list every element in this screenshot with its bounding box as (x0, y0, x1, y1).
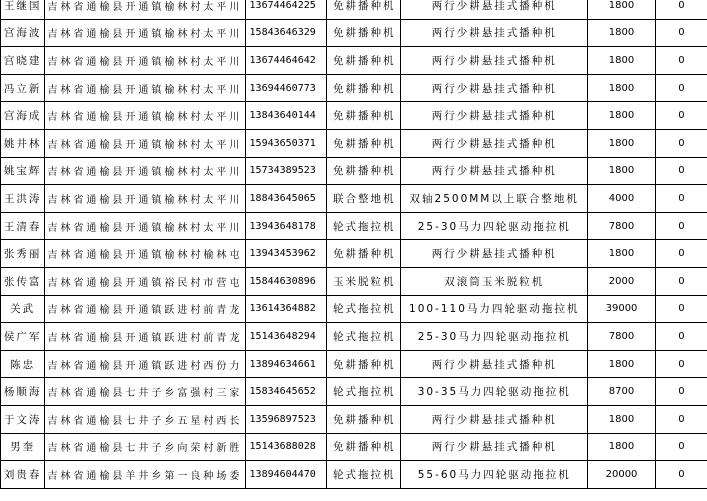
extra-cell: 0 (655, 433, 707, 461)
name-cell: 姚井林 (1, 129, 45, 157)
amount-cell: 2000 (588, 267, 656, 295)
name-cell: 侯广军 (1, 323, 45, 351)
extra-cell: 0 (655, 267, 707, 295)
name-cell: 宫海波 (1, 19, 45, 47)
address-cell: 吉林省通榆县开通镇跃进村前青龙 (45, 295, 245, 323)
phone-cell: 13596897523 (245, 405, 327, 433)
name-cell: 王继国 (1, 0, 45, 19)
extra-cell: 0 (655, 323, 707, 351)
machine-type-cell: 轮式拖拉机 (327, 295, 401, 323)
amount-cell: 1800 (588, 157, 656, 185)
extra-cell: 0 (655, 350, 707, 378)
phone-cell: 13943648178 (245, 212, 327, 240)
amount-cell: 1800 (588, 433, 656, 461)
address-cell: 吉林省通榆县开通镇榆林村太平川 (45, 74, 245, 102)
address-cell: 吉林省通榆县开通镇榆林村榆林屯 (45, 240, 245, 268)
name-cell: 宫晓建 (1, 47, 45, 75)
model-cell: 双滚筒玉米脱粒机 (401, 267, 588, 295)
extra-cell: 0 (655, 185, 707, 213)
machine-type-cell: 轮式拖拉机 (327, 461, 401, 489)
name-cell: 张秀丽 (1, 240, 45, 268)
address-cell: 吉林省通榆县开通镇榆林村太平川 (45, 129, 245, 157)
table-row (1, 350, 707, 378)
machine-type-cell: 轮式拖拉机 (327, 212, 401, 240)
machine-type-cell: 免耕播种机 (327, 74, 401, 102)
model-cell: 30-35马力四轮驱动拖拉机 (401, 378, 588, 406)
name-cell: 男奎 (1, 433, 45, 461)
extra-cell: 0 (655, 212, 707, 240)
table-row (1, 157, 707, 185)
machine-type-cell: 免耕播种机 (327, 157, 401, 185)
amount-cell: 4000 (588, 185, 656, 213)
table-row (1, 405, 707, 433)
table-row (1, 323, 707, 351)
address-cell: 吉林省通榆县开通镇榆林村太平川 (45, 212, 245, 240)
extra-cell: 0 (655, 295, 707, 323)
extra-cell: 0 (655, 405, 707, 433)
address-cell: 吉林省通榆县开通镇榆林村太平川 (45, 0, 245, 19)
machine-type-cell: 玉米脱粒机 (327, 267, 401, 295)
machine-type-cell: 免耕播种机 (327, 0, 401, 19)
extra-cell: 0 (655, 129, 707, 157)
amount-cell: 1800 (588, 102, 656, 130)
phone-cell: 15143688028 (245, 433, 327, 461)
model-cell: 25-30马力四轮驱动拖拉机 (401, 323, 588, 351)
table-row (1, 129, 707, 157)
extra-cell: 0 (655, 378, 707, 406)
machine-type-cell: 免耕播种机 (327, 47, 401, 75)
machine-type-cell: 联合整地机 (327, 185, 401, 213)
amount-cell: 8700 (588, 378, 656, 406)
amount-cell: 39000 (588, 295, 656, 323)
model-cell: 55-60马力四轮驱动拖拉机 (401, 461, 588, 489)
name-cell: 王洪涛 (1, 185, 45, 213)
table-row (1, 378, 707, 406)
phone-cell: 13614364882 (245, 295, 327, 323)
model-cell: 25-30马力四轮驱动拖拉机 (401, 212, 588, 240)
machine-type-cell: 免耕播种机 (327, 350, 401, 378)
name-cell: 于文涛 (1, 405, 45, 433)
name-cell: 宫海成 (1, 102, 45, 130)
amount-cell: 1800 (588, 350, 656, 378)
extra-cell: 0 (655, 240, 707, 268)
address-cell: 吉林省通榆县开通镇裕民村市营屯 (45, 267, 245, 295)
model-cell: 两行少耕悬挂式播种机 (401, 102, 588, 130)
extra-cell: 0 (655, 157, 707, 185)
model-cell: 两行少耕悬挂式播种机 (401, 405, 588, 433)
table-row (1, 19, 707, 47)
phone-cell: 15143648294 (245, 323, 327, 351)
phone-cell: 15843646329 (245, 19, 327, 47)
model-cell: 两行少耕悬挂式播种机 (401, 74, 588, 102)
model-cell: 两行少耕悬挂式播种机 (401, 350, 588, 378)
model-cell: 100-110马力四轮驱动拖拉机 (401, 295, 588, 323)
extra-cell: 0 (655, 461, 707, 489)
machine-type-cell: 免耕播种机 (327, 129, 401, 157)
name-cell: 关武 (1, 295, 45, 323)
phone-cell: 15834645652 (245, 378, 327, 406)
amount-cell: 1800 (588, 129, 656, 157)
phone-cell: 15943650371 (245, 129, 327, 157)
address-cell: 吉林省通榆县开通镇榆林村太平川 (45, 102, 245, 130)
phone-cell: 13674464225 (245, 0, 327, 19)
phone-cell: 13894604470 (245, 461, 327, 489)
amount-cell: 1800 (588, 405, 656, 433)
address-cell: 吉林省通榆县开通镇榆林村太平川 (45, 47, 245, 75)
model-cell: 两行少耕悬挂式播种机 (401, 157, 588, 185)
phone-cell: 15844630896 (245, 267, 327, 295)
amount-cell: 1800 (588, 19, 656, 47)
model-cell: 两行少耕悬挂式播种机 (401, 47, 588, 75)
address-cell: 吉林省通榆县羊井乡第一良种场委 (45, 461, 245, 489)
table-row (1, 0, 707, 19)
model-cell: 两行少耕悬挂式播种机 (401, 19, 588, 47)
model-cell: 两行少耕悬挂式播种机 (401, 129, 588, 157)
machine-type-cell: 免耕播种机 (327, 405, 401, 433)
name-cell: 杨顺海 (1, 378, 45, 406)
address-cell: 吉林省通榆县开通镇榆林村太平川 (45, 185, 245, 213)
amount-cell: 1800 (588, 47, 656, 75)
address-cell: 吉林省通榆县开通镇榆林村太平川 (45, 157, 245, 185)
phone-cell: 13943453962 (245, 240, 327, 268)
extra-cell: 0 (655, 102, 707, 130)
name-cell: 冯立新 (1, 74, 45, 102)
phone-cell: 15734389523 (245, 157, 327, 185)
name-cell: 姚宝辉 (1, 157, 45, 185)
table-row (1, 102, 707, 130)
amount-cell: 1800 (588, 0, 656, 19)
address-cell: 吉林省通榆县七井子乡五星村西长 (45, 405, 245, 433)
amount-cell: 1800 (588, 74, 656, 102)
table-row (1, 433, 707, 461)
table-body (1, 0, 707, 488)
table-row (1, 267, 707, 295)
model-cell: 两行少耕悬挂式播种机 (401, 0, 588, 19)
name-cell: 刘贵春 (1, 461, 45, 489)
machine-type-cell: 轮式拖拉机 (327, 323, 401, 351)
model-cell: 双轴2500MM以上联合整地机 (401, 185, 588, 213)
address-cell: 吉林省通榆县七井子乡向荣村新胜 (45, 433, 245, 461)
name-cell: 王清春 (1, 212, 45, 240)
model-cell: 两行少耕悬挂式播种机 (401, 433, 588, 461)
name-cell: 张传富 (1, 267, 45, 295)
amount-cell: 7800 (588, 212, 656, 240)
address-cell: 吉林省通榆县开通镇榆林村太平川 (45, 19, 245, 47)
amount-cell: 20000 (588, 461, 656, 489)
table-row (1, 185, 707, 213)
machine-type-cell: 免耕播种机 (327, 19, 401, 47)
phone-cell: 13894634661 (245, 350, 327, 378)
address-cell: 吉林省通榆县开通镇跃进村前青龙 (45, 323, 245, 351)
address-cell: 吉林省通榆县七井子乡富强村三家 (45, 378, 245, 406)
table-row (1, 461, 707, 489)
table-row (1, 47, 707, 75)
amount-cell: 7800 (588, 323, 656, 351)
extra-cell: 0 (655, 19, 707, 47)
address-cell: 吉林省通榆县开通镇跃进村西份力 (45, 350, 245, 378)
extra-cell: 0 (655, 74, 707, 102)
extra-cell: 0 (655, 0, 707, 19)
table-row (1, 240, 707, 268)
extra-cell: 0 (655, 47, 707, 75)
model-cell: 两行少耕悬挂式播种机 (401, 240, 588, 268)
machine-type-cell: 轮式拖拉机 (327, 378, 401, 406)
phone-cell: 13843640144 (245, 102, 327, 130)
machine-type-cell: 免耕播种机 (327, 102, 401, 130)
table-row (1, 74, 707, 102)
phone-cell: 18843645065 (245, 185, 327, 213)
name-cell: 陈忠 (1, 350, 45, 378)
table-row (1, 212, 707, 240)
phone-cell: 13694460773 (245, 74, 327, 102)
amount-cell: 1800 (588, 240, 656, 268)
machine-type-cell: 免耕播种机 (327, 240, 401, 268)
table-row (1, 295, 707, 323)
machine-type-cell: 免耕播种机 (327, 433, 401, 461)
phone-cell: 13674464642 (245, 47, 327, 75)
